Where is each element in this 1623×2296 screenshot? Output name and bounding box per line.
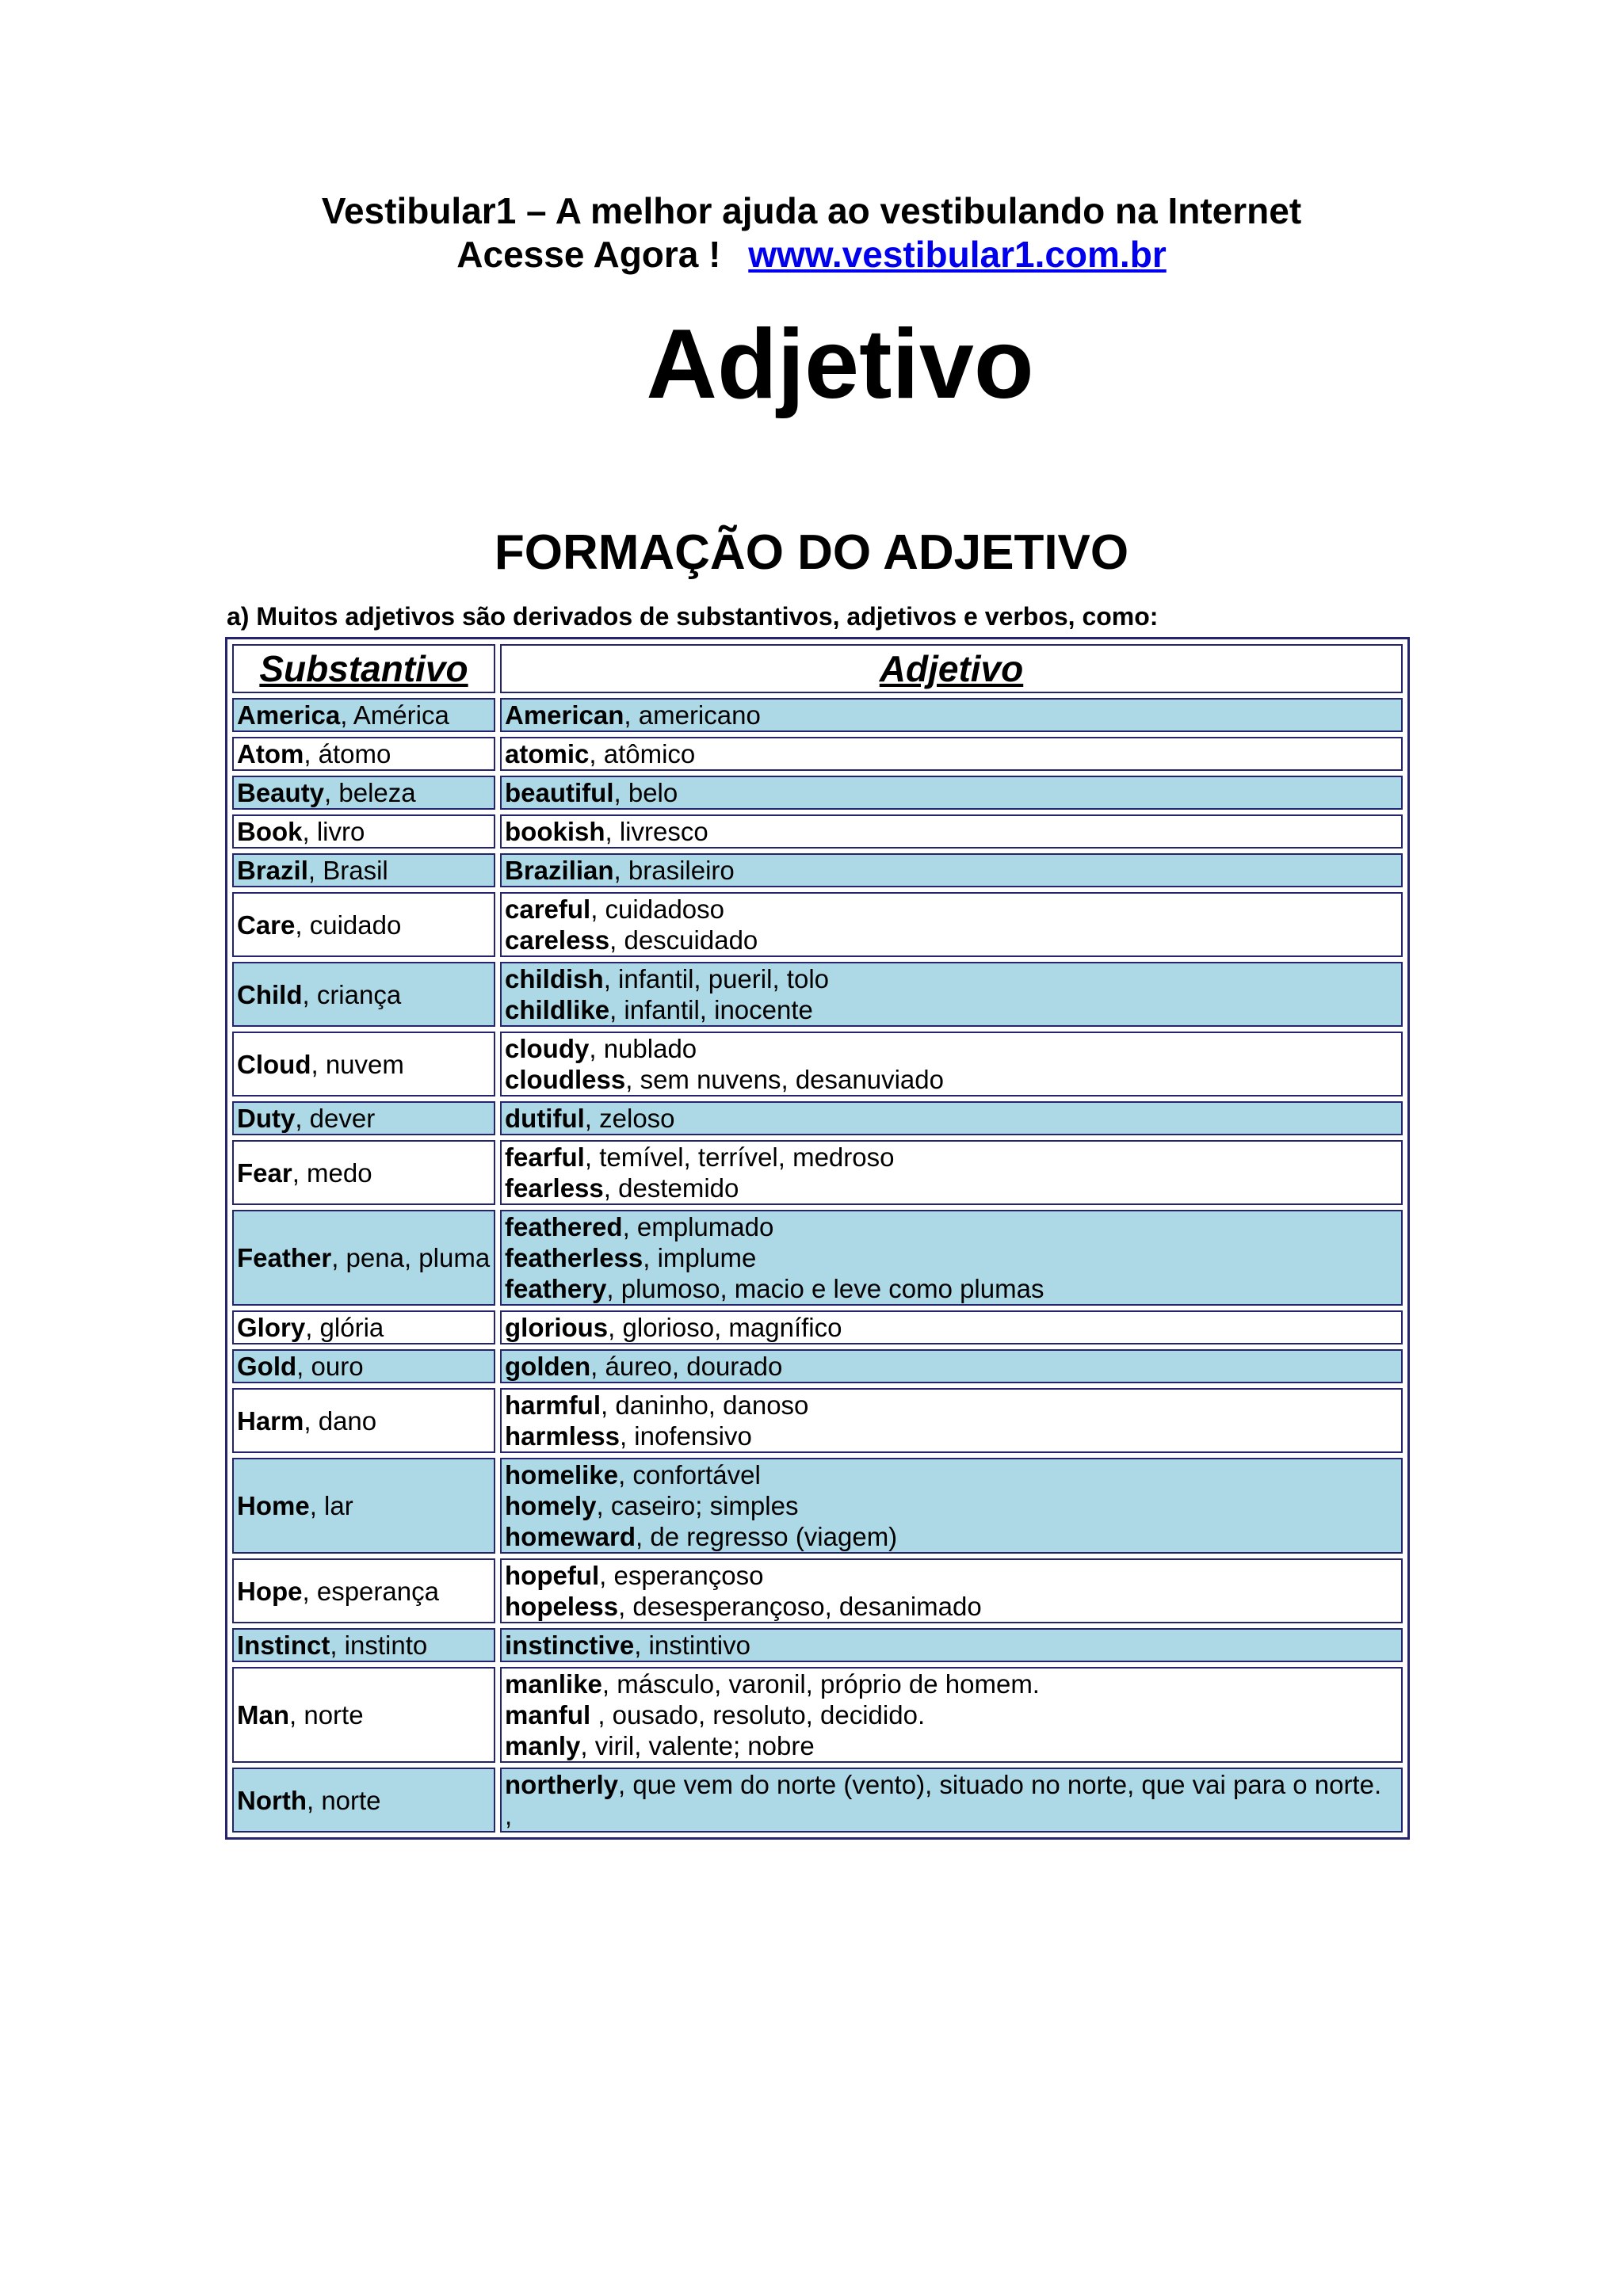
adjective-term: homeward — [505, 1522, 636, 1551]
adjective-cell — [500, 1310, 1403, 1344]
adjective-line — [505, 1312, 1398, 1343]
noun-meaning: , América — [340, 700, 449, 730]
adjective-meaning: , instintivo — [634, 1630, 750, 1660]
noun-cell — [232, 1101, 495, 1135]
adjective-term: northerly — [505, 1770, 619, 1799]
noun-cell — [232, 1667, 495, 1763]
adjective-meaning: , zeloso — [584, 1104, 675, 1133]
adjective-line — [505, 816, 1398, 847]
adjective-cell — [500, 1667, 1403, 1763]
adjective-meaning: , emplumado — [622, 1212, 774, 1241]
noun-meaning: , livro — [302, 817, 365, 846]
noun-meaning: , pena, pluma — [331, 1243, 491, 1272]
noun-meaning: , criança — [302, 979, 402, 1009]
adjective-term: hopeless — [505, 1592, 619, 1621]
table-row — [232, 1101, 1403, 1135]
adjective-meaning: , daninho, danoso — [601, 1390, 809, 1420]
noun-term: Care — [237, 910, 296, 940]
header-substantivo: Substantivo — [232, 644, 495, 693]
adjective-cell — [500, 698, 1403, 732]
table-row — [232, 892, 1403, 957]
noun-meaning: , instinto — [330, 1630, 428, 1660]
adjective-meaning: , belo — [613, 778, 678, 807]
adjective-line — [505, 1521, 1398, 1552]
adjective-cell — [500, 892, 1403, 957]
noun-term: Child — [237, 979, 303, 1009]
table-header-row — [232, 644, 1403, 693]
adjective-term: American — [505, 700, 624, 730]
noun-meaning: , cuidado — [295, 910, 402, 940]
noun-term: Man — [237, 1700, 289, 1730]
adjective-cell — [500, 737, 1403, 771]
adjective-cell — [500, 1628, 1403, 1662]
adjective-cell — [500, 1032, 1403, 1097]
adjective-line — [505, 1033, 1398, 1064]
adjective-meaning: , descuidado — [609, 925, 758, 955]
adjective-term: cloudless — [505, 1065, 626, 1094]
table-row — [232, 1667, 1403, 1763]
adjective-term: hopeful — [505, 1561, 600, 1590]
adjective-term: Brazilian — [505, 856, 614, 885]
adjective-term: manlike — [505, 1669, 602, 1699]
adjective-line — [505, 1769, 1398, 1800]
table-row — [232, 853, 1403, 887]
noun-cell — [232, 1310, 495, 1344]
noun-term: Home — [237, 1491, 310, 1520]
adjective-term: careful — [505, 894, 591, 924]
table-row — [232, 1310, 1403, 1344]
access-now-text: Acesse Agora ! — [456, 234, 721, 275]
adjective-meaning: , áureo, dourado — [590, 1352, 783, 1381]
adjective-meaning: , esperançoso — [599, 1561, 764, 1590]
adjective-cell — [500, 1101, 1403, 1135]
adjective-meaning: , destemido — [603, 1173, 739, 1203]
noun-meaning: , medo — [292, 1158, 372, 1188]
noun-meaning: , norte — [289, 1700, 364, 1730]
noun-meaning: , dano — [304, 1405, 377, 1436]
adjective-meaning: , infantil, inocente — [609, 995, 813, 1024]
adjective-meaning: , ousado, resoluto, decidido. — [590, 1700, 926, 1730]
adjective-term: instinctive — [505, 1630, 635, 1660]
adjective-line — [505, 1730, 1398, 1761]
table-row — [232, 1558, 1403, 1623]
adjective-table — [225, 637, 1410, 1840]
noun-term: Hope — [237, 1576, 303, 1606]
noun-meaning: , esperança — [302, 1576, 439, 1606]
adjective-line — [505, 1490, 1398, 1521]
noun-term: Brazil — [237, 856, 308, 885]
adjective-line — [505, 777, 1398, 808]
adjective-term: manly — [505, 1731, 581, 1760]
adjective-line — [505, 1242, 1398, 1273]
noun-term: North — [237, 1785, 307, 1815]
adjective-cell — [500, 1140, 1403, 1205]
adjective-meaning: , americano — [624, 700, 761, 730]
adjective-line — [505, 738, 1398, 769]
table-row — [232, 962, 1403, 1027]
table-row — [232, 1768, 1403, 1833]
noun-term: Book — [237, 817, 303, 846]
adjective-meaning: , desesperançoso, desanimado — [618, 1592, 982, 1621]
adjective-meaning: , confortável — [618, 1460, 761, 1489]
adjective-line — [505, 925, 1398, 955]
table-row — [232, 1210, 1403, 1306]
adjective-line — [505, 1142, 1398, 1173]
adjective-line — [505, 894, 1398, 925]
adjective-cell — [500, 814, 1403, 849]
table-row — [232, 776, 1403, 810]
adjective-meaning: , sem nuvens, desanuviado — [625, 1065, 944, 1094]
adjective-meaning: , plumoso, macio e leve como plumas — [606, 1274, 1044, 1303]
adjective-cell — [500, 1349, 1403, 1383]
site-header-line2 — [0, 232, 1623, 277]
adjective-cell — [500, 962, 1403, 1027]
adjective-term: bookish — [505, 817, 605, 846]
noun-cell — [232, 776, 495, 810]
noun-cell — [232, 1349, 495, 1383]
site-header-line1: Vestibular1 – A melhor ajuda ao vestibulando na Internet — [321, 190, 1302, 231]
table-row — [232, 1628, 1403, 1662]
adjective-meaning: , viril, valente; nobre — [580, 1731, 815, 1760]
noun-meaning: , Brasil — [307, 856, 388, 885]
noun-meaning: , nuvem — [311, 1049, 404, 1079]
adjective-term: feathery — [505, 1274, 607, 1303]
adjective-line — [505, 1211, 1398, 1242]
noun-meaning: , ouro — [296, 1352, 364, 1381]
adjective-term: careless — [505, 925, 610, 955]
noun-term: Cloud — [237, 1049, 311, 1079]
adjective-term: fearful — [505, 1142, 585, 1172]
noun-meaning: , glória — [305, 1313, 384, 1342]
adjective-cell — [500, 1458, 1403, 1554]
adjective-cell — [500, 853, 1403, 887]
noun-term: Atom — [237, 739, 304, 769]
adjective-line — [505, 1669, 1398, 1699]
table-row — [232, 1388, 1403, 1453]
noun-cell — [232, 1558, 495, 1623]
adjective-meaning: , másculo, varonil, próprio de homem. — [601, 1669, 1040, 1699]
adjective-line — [505, 1421, 1398, 1451]
noun-cell — [232, 1388, 495, 1453]
adjective-term: harmful — [505, 1390, 601, 1420]
table-row — [232, 1032, 1403, 1097]
noun-cell — [232, 1210, 495, 1306]
adjective-line — [505, 1459, 1398, 1490]
adjective-line — [505, 1103, 1398, 1134]
adjective-meaning: , atômico — [589, 739, 696, 769]
adjective-term: homelike — [505, 1460, 619, 1489]
adjective-term: childish — [505, 964, 604, 994]
adjective-line — [505, 1273, 1398, 1304]
adjective-term: glorious — [505, 1313, 609, 1342]
noun-term: America — [237, 700, 341, 730]
adjective-meaning: , implume — [643, 1243, 757, 1272]
adjective-line — [505, 1800, 1398, 1831]
adjective-meaning: , infantil, pueril, tolo — [603, 964, 830, 994]
noun-meaning: , dever — [295, 1104, 376, 1133]
adjective-term: beautiful — [505, 778, 614, 807]
noun-meaning: , lar — [309, 1491, 353, 1520]
adjective-line — [505, 700, 1398, 730]
adjective-line — [505, 994, 1398, 1025]
noun-cell — [232, 1768, 495, 1833]
table-row — [232, 1458, 1403, 1554]
adjective-cell — [500, 1388, 1403, 1453]
adjective-line — [505, 1699, 1398, 1730]
adjective-meaning: , — [505, 1801, 513, 1830]
noun-cell — [232, 1032, 495, 1097]
noun-meaning: , átomo — [304, 739, 391, 769]
adjective-term: homely — [505, 1491, 597, 1520]
site-link[interactable]: www.vestibular1.com.br — [748, 234, 1167, 275]
adjective-cell — [500, 1558, 1403, 1623]
adjective-line — [505, 1390, 1398, 1421]
noun-cell — [232, 962, 495, 1027]
noun-cell — [232, 1628, 495, 1662]
table-row — [232, 1349, 1403, 1383]
table-row — [232, 698, 1403, 732]
table-body — [232, 698, 1403, 1833]
adjective-term: feathered — [505, 1212, 623, 1241]
noun-term: Beauty — [237, 778, 325, 807]
adjective-term: golden — [505, 1352, 591, 1381]
noun-cell — [232, 1140, 495, 1205]
adjective-term: manful — [505, 1700, 591, 1730]
adjective-meaning: , glorioso, magnífico — [608, 1313, 842, 1342]
adjective-term: fearless — [505, 1173, 604, 1203]
adjective-meaning: , nublado — [589, 1034, 697, 1063]
adjective-term: dutiful — [505, 1104, 585, 1133]
adjective-meaning: , de regresso (viagem) — [636, 1522, 898, 1551]
section-title: FORMAÇÃO DO ADJETIVO — [494, 525, 1129, 580]
noun-meaning: , norte — [306, 1785, 381, 1815]
table-row — [232, 737, 1403, 771]
adjective-line — [505, 1351, 1398, 1382]
noun-cell — [232, 698, 495, 732]
adjective-meaning: , livresco — [605, 817, 708, 846]
adjective-meaning: , caseiro; simples — [596, 1491, 799, 1520]
adjective-line — [505, 1560, 1398, 1591]
adjective-line — [505, 855, 1398, 886]
noun-term: Feather — [237, 1243, 332, 1272]
adjective-term: cloudy — [505, 1034, 590, 1063]
noun-term: Fear — [237, 1158, 292, 1188]
adjective-term: harmless — [505, 1421, 620, 1451]
adjective-meaning: , inofensivo — [619, 1421, 752, 1451]
adjective-term: childlike — [505, 995, 610, 1024]
adjective-meaning: , temível, terrível, medroso — [584, 1142, 895, 1172]
adjective-cell — [500, 1768, 1403, 1833]
adjective-line — [505, 1630, 1398, 1661]
adjective-line — [505, 1173, 1398, 1203]
noun-meaning: , beleza — [324, 778, 416, 807]
noun-term: Glory — [237, 1313, 306, 1342]
page-title: Adjetivo — [646, 310, 1034, 419]
noun-cell — [232, 853, 495, 887]
adjective-meaning: , brasileiro — [613, 856, 735, 885]
noun-term: Gold — [237, 1352, 297, 1381]
intro-text: a) Muitos adjetivos são derivados de substantivos, adjetivos e verbos, como: — [227, 602, 1159, 631]
noun-cell — [232, 892, 495, 957]
table-row — [232, 814, 1403, 849]
adjective-cell — [500, 1210, 1403, 1306]
noun-cell — [232, 814, 495, 849]
adjective-line — [505, 1591, 1398, 1622]
noun-term: Harm — [237, 1405, 304, 1436]
adjective-meaning: , que vem do norte (vento), situado no norte, que vai para o norte. — [618, 1770, 1382, 1799]
adjective-line — [505, 1064, 1398, 1095]
adjective-cell — [500, 776, 1403, 810]
noun-term: Duty — [237, 1104, 296, 1133]
adjective-term: atomic — [505, 739, 590, 769]
header-adjetivo: Adjetivo — [500, 644, 1403, 693]
adjective-term: featherless — [505, 1243, 643, 1272]
noun-cell — [232, 1458, 495, 1554]
noun-cell — [232, 737, 495, 771]
table-row — [232, 1140, 1403, 1205]
noun-term: Instinct — [237, 1630, 330, 1660]
adjective-meaning: , cuidadoso — [590, 894, 725, 924]
adjective-line — [505, 963, 1398, 994]
